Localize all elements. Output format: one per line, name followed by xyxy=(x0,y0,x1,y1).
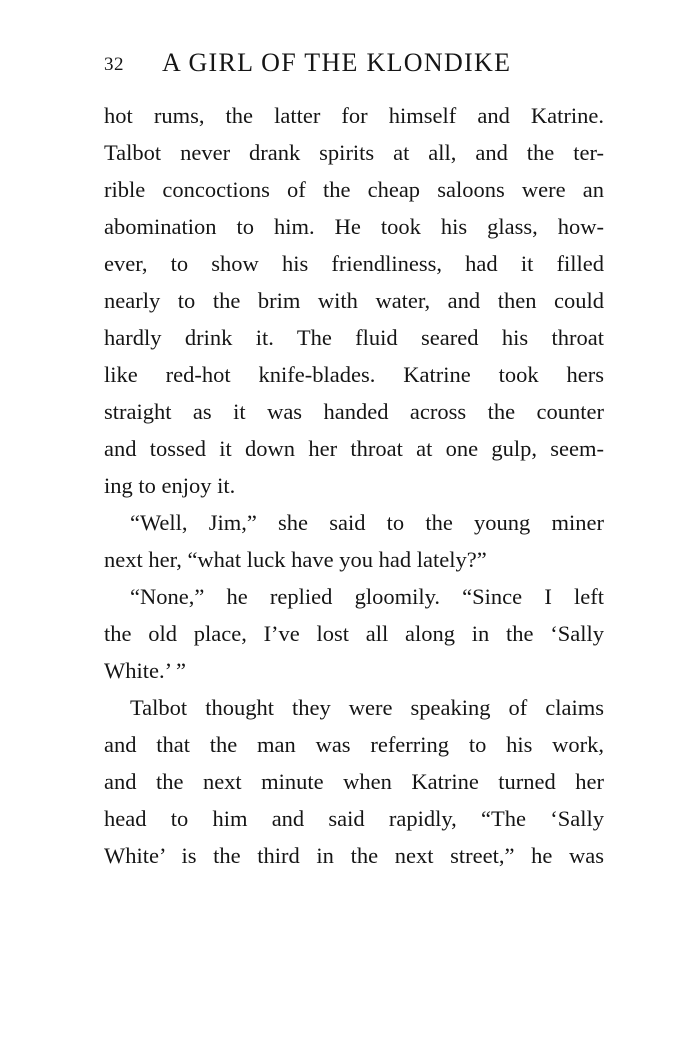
text-line: Talbot never drank spirits at all, and the ter- xyxy=(104,140,604,165)
text-line: like red-hot knife-blades. Katrine took hers xyxy=(104,362,604,387)
text-line: hardly drink it. The fluid seared his throat xyxy=(104,325,604,350)
text-line: Talbot thought they were speaking of claims xyxy=(130,695,604,720)
text-line: and tossed it down her throat at one gulp, seem- xyxy=(104,436,604,461)
text-line: “None,” he replied gloomily. “Since I left xyxy=(130,584,604,609)
text-line: “Well, Jim,” she said to the young miner xyxy=(130,510,604,535)
text-line: hot rums, the latter for himself and Katrine. xyxy=(104,103,604,128)
text-line: the old place, I’ve lost all along in the ‘Sally xyxy=(104,621,604,646)
page-header xyxy=(104,48,604,82)
text-line: nearly to the brim with water, and then could xyxy=(104,288,604,313)
text-line: and that the man was referring to his work, xyxy=(104,732,604,757)
text-line: abomination to him. He took his glass, how- xyxy=(104,214,604,239)
text-line: rible concoctions of the cheap saloons were an xyxy=(104,177,604,202)
text-line: head to him and said rapidly, “The ‘Sally xyxy=(104,806,604,831)
text-line: ing to enjoy it. xyxy=(104,473,236,498)
body-text xyxy=(104,97,604,874)
text-line: ever, to show his friendliness, had it filled xyxy=(104,251,604,276)
text-line: straight as it was handed across the counter xyxy=(104,399,604,424)
running-head: A GIRL OF THE KLONDIKE xyxy=(162,48,512,77)
text-line: White’ is the third in the next street,” he was xyxy=(104,843,604,868)
text-line: next her, “what luck have you had lately?” xyxy=(104,547,487,572)
text-line: and the next minute when Katrine turned her xyxy=(104,769,604,794)
page-number: 32 xyxy=(104,54,124,75)
text-line: White.’ ” xyxy=(104,658,187,683)
